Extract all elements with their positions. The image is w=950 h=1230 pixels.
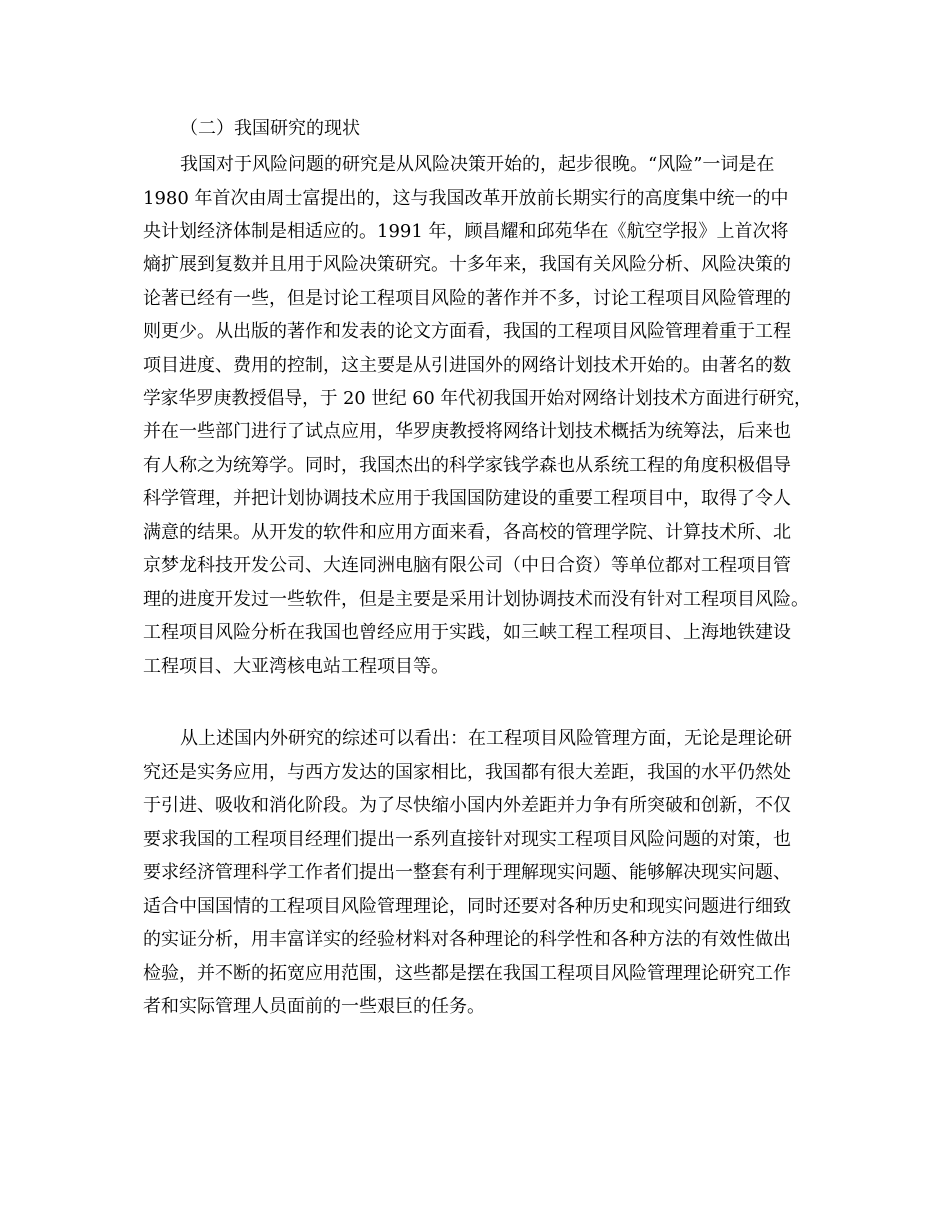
- paragraph-line: 熵扩展到复数并且用于风险决策研究。十多年来，我国有关风险分析、风险决策的: [143, 254, 791, 275]
- paragraph-line: 论著已经有一些，但是讨论工程项目风险的著作并不多，讨论工程项目风险管理的: [143, 288, 791, 309]
- paragraph-line: 从上述国内外研究的综述可以看出：在工程项目风险管理方面，无论是理论研: [180, 728, 792, 749]
- paragraph-line: 于引进、吸收和消化阶段。为了尽快缩小国内外差距并力争有所突破和创新，不仅: [143, 795, 791, 816]
- paragraph-line: 适合中国国情的工程项目风险管理理论，同时还要对各种历史和现实问题进行细致: [143, 896, 791, 917]
- paragraph-line: 理的进度开发过一些软件，但是主要是采用计划协调技术而没有针对工程项目风险。: [143, 589, 809, 610]
- paragraph-line: 要求经济管理科学工作者们提出一整套有利于理解现实问题、能够解决现实问题、: [143, 862, 791, 883]
- paragraph-line: 检验，并不断的拓宽应用范围，这些都是摆在我国工程项目风险管理理论研究工作: [143, 963, 791, 984]
- paragraph-line: 则更少。从出版的著作和发表的论文方面看，我国的工程项目风险管理着重于工程: [143, 321, 791, 342]
- paragraph-line: 京梦龙科技开发公司、大连同洲电脑有限公司（中日合资）等单位都对工程项目管: [143, 555, 791, 576]
- paragraph-line: 满意的结果。从开发的软件和应用方面来看，各高校的管理学院、计算技术所、北: [143, 522, 791, 543]
- paragraph-line: 科学管理，并把计划协调技术应用于我国国防建设的重要工程项目中，取得了令人: [143, 488, 791, 509]
- paragraph-line: 央计划经济体制是相适应的。1991 年，顾昌耀和邱苑华在《航空学报》上首次将: [143, 221, 789, 242]
- paragraph-line: 的实证分析，用丰富详实的经验材料对各种理论的科学性和各种方法的有效性做出: [143, 929, 791, 950]
- paragraph-line: 者和实际管理人员面前的一些艰巨的任务。: [143, 996, 485, 1017]
- paragraph-line: 并在一些部门进行了试点应用，华罗庚教授将网络计划技术概括为统筹法，后来也: [143, 421, 791, 442]
- paragraph-line: 工程项目风险分析在我国也曾经应用于实践，如三峡工程工程项目、上海地铁建设: [143, 622, 791, 643]
- paragraph-line: 究还是实务应用，与西方发达的国家相比，我国都有很大差距，我国的水平仍然处: [143, 762, 791, 783]
- paragraph-line: 工程项目、大亚湾核电站工程项目等。: [143, 656, 449, 677]
- paragraph-line: 我国对于风险问题的研究是从风险决策开始的，起步很晚。“风险”一词是在: [180, 154, 775, 175]
- paragraph-line: 要求我国的工程项目经理们提出一系列直接针对现实工程项目风险问题的对策，也: [143, 829, 791, 850]
- paragraph-line: 1980 年首次由周士富提出的，这与我国改革开放前长期实行的高度集中统一的中: [143, 188, 789, 209]
- paragraph-line: 有人称之为统筹学。同时，我国杰出的科学家钱学森也从系统工程的角度积极倡导: [143, 455, 791, 476]
- paragraph-line: 学家华罗庚教授倡导，于 20 世纪 60 年代初我国开始对网络计划技术方面进行研究，: [143, 388, 812, 409]
- section-heading: （二）我国研究的现状: [180, 118, 360, 139]
- paragraph-line: 项目进度、费用的控制，这主要是从引进国外的网络计划技术开始的。由著名的数: [143, 355, 791, 376]
